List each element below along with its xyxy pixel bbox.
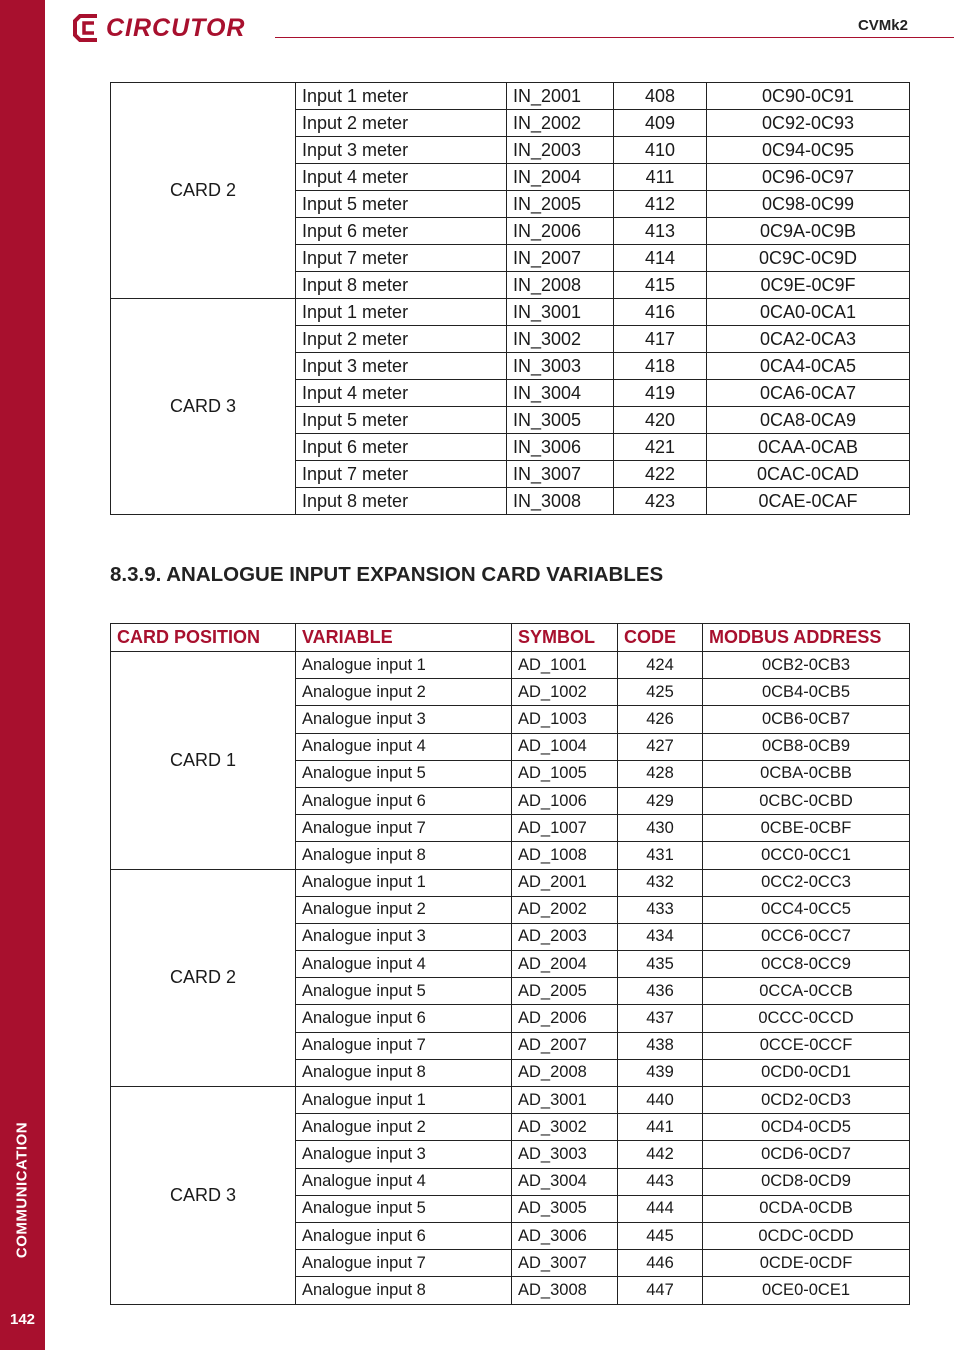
symbol-cell: IN_2006 bbox=[507, 218, 614, 245]
analogue-input-table bbox=[110, 623, 910, 1305]
variable-cell: Input 4 meter bbox=[296, 164, 507, 191]
modbus-address-cell: 0CC8-0CC9 bbox=[703, 951, 910, 978]
symbol-cell: IN_2002 bbox=[507, 110, 614, 137]
variable-cell: Input 7 meter bbox=[296, 245, 507, 272]
circutor-logo bbox=[72, 12, 245, 44]
symbol-cell: IN_3004 bbox=[507, 380, 614, 407]
modbus-address-cell: 0C98-0C99 bbox=[707, 191, 910, 218]
code-cell: 431 bbox=[618, 842, 703, 869]
modbus-address-cell: 0C92-0C93 bbox=[707, 110, 910, 137]
header-card-position: CARD POSITION bbox=[111, 624, 296, 652]
modbus-address-cell: 0CB6-0CB7 bbox=[703, 706, 910, 733]
code-cell: 414 bbox=[614, 245, 707, 272]
sidebar bbox=[0, 0, 45, 1350]
header-rule bbox=[275, 37, 954, 38]
card-position-cell: CARD 3 bbox=[111, 299, 296, 515]
modbus-address-cell: 0C94-0C95 bbox=[707, 137, 910, 164]
variable-cell: Analogue input 5 bbox=[296, 760, 512, 787]
modbus-address-cell: 0CAC-0CAD bbox=[707, 461, 910, 488]
code-cell: 410 bbox=[614, 137, 707, 164]
modbus-address-cell: 0CC2-0CC3 bbox=[703, 869, 910, 896]
symbol-cell: IN_3002 bbox=[507, 326, 614, 353]
section-title: 8.3.9. ANALOGUE INPUT EXPANSION CARD VARIABLES bbox=[110, 563, 664, 586]
code-cell: 430 bbox=[618, 815, 703, 842]
symbol-cell: AD_2002 bbox=[512, 896, 618, 923]
variable-cell: Input 1 meter bbox=[296, 83, 507, 110]
code-cell: 429 bbox=[618, 787, 703, 814]
variable-cell: Analogue input 2 bbox=[296, 1114, 512, 1141]
header-symbol: SYMBOL bbox=[512, 624, 618, 652]
modbus-address-cell: 0CBC-0CBD bbox=[703, 787, 910, 814]
card-position-cell: CARD 1 bbox=[111, 652, 296, 870]
code-cell: 444 bbox=[618, 1195, 703, 1222]
code-cell: 409 bbox=[614, 110, 707, 137]
symbol-cell: IN_3007 bbox=[507, 461, 614, 488]
modbus-address-cell: 0CDA-0CDB bbox=[703, 1195, 910, 1222]
code-cell: 422 bbox=[614, 461, 707, 488]
code-cell: 447 bbox=[618, 1277, 703, 1304]
modbus-address-cell: 0CD8-0CD9 bbox=[703, 1168, 910, 1195]
variable-cell: Input 6 meter bbox=[296, 218, 507, 245]
code-cell: 435 bbox=[618, 951, 703, 978]
symbol-cell: AD_1008 bbox=[512, 842, 618, 869]
modbus-address-cell: 0CBA-0CBB bbox=[703, 760, 910, 787]
code-cell: 423 bbox=[614, 488, 707, 515]
table-row bbox=[111, 652, 910, 679]
symbol-cell: AD_3001 bbox=[512, 1087, 618, 1114]
modbus-address-cell: 0CBE-0CBF bbox=[703, 815, 910, 842]
modbus-address-cell: 0C9E-0C9F bbox=[707, 272, 910, 299]
table-header-row bbox=[111, 624, 910, 652]
variable-cell: Analogue input 3 bbox=[296, 923, 512, 950]
variable-cell: Analogue input 7 bbox=[296, 1250, 512, 1277]
code-cell: 441 bbox=[618, 1114, 703, 1141]
symbol-cell: IN_3008 bbox=[507, 488, 614, 515]
code-cell: 420 bbox=[614, 407, 707, 434]
variable-cell: Input 8 meter bbox=[296, 272, 507, 299]
code-cell: 421 bbox=[614, 434, 707, 461]
card-position-cell: CARD 2 bbox=[111, 83, 296, 299]
table-row bbox=[111, 869, 910, 896]
code-cell: 424 bbox=[618, 652, 703, 679]
modbus-address-cell: 0CC4-0CC5 bbox=[703, 896, 910, 923]
variable-cell: Analogue input 2 bbox=[296, 896, 512, 923]
header-variable: VARIABLE bbox=[296, 624, 512, 652]
code-cell: 439 bbox=[618, 1059, 703, 1086]
modbus-address-cell: 0C9A-0C9B bbox=[707, 218, 910, 245]
symbol-cell: IN_3006 bbox=[507, 434, 614, 461]
variable-cell: Analogue input 3 bbox=[296, 1141, 512, 1168]
modbus-address-cell: 0CD6-0CD7 bbox=[703, 1141, 910, 1168]
variable-cell: Analogue input 4 bbox=[296, 951, 512, 978]
variable-cell: Analogue input 3 bbox=[296, 706, 512, 733]
code-cell: 418 bbox=[614, 353, 707, 380]
code-cell: 408 bbox=[614, 83, 707, 110]
modbus-address-cell: 0CCC-0CCD bbox=[703, 1005, 910, 1032]
table-row bbox=[111, 299, 910, 326]
modbus-address-cell: 0C90-0C91 bbox=[707, 83, 910, 110]
code-cell: 425 bbox=[618, 679, 703, 706]
modbus-address-cell: 0CA0-0CA1 bbox=[707, 299, 910, 326]
modbus-address-cell: 0CA4-0CA5 bbox=[707, 353, 910, 380]
variable-cell: Input 2 meter bbox=[296, 326, 507, 353]
modbus-address-cell: 0CB8-0CB9 bbox=[703, 733, 910, 760]
section-label: COMMUNICATION bbox=[13, 1121, 31, 1259]
code-cell: 443 bbox=[618, 1168, 703, 1195]
table-row bbox=[111, 83, 910, 110]
code-cell: 416 bbox=[614, 299, 707, 326]
modbus-address-cell: 0CDC-0CDD bbox=[703, 1222, 910, 1249]
variable-cell: Analogue input 5 bbox=[296, 1195, 512, 1222]
modbus-address-cell: 0CA2-0CA3 bbox=[707, 326, 910, 353]
symbol-cell: AD_2008 bbox=[512, 1059, 618, 1086]
symbol-cell: AD_2007 bbox=[512, 1032, 618, 1059]
variable-cell: Analogue input 1 bbox=[296, 869, 512, 896]
symbol-cell: AD_3005 bbox=[512, 1195, 618, 1222]
symbol-cell: AD_2001 bbox=[512, 869, 618, 896]
variable-cell: Analogue input 6 bbox=[296, 1005, 512, 1032]
modbus-address-cell: 0CAE-0CAF bbox=[707, 488, 910, 515]
modbus-address-cell: 0CDE-0CDF bbox=[703, 1250, 910, 1277]
modbus-address-cell: 0CA6-0CA7 bbox=[707, 380, 910, 407]
variable-cell: Analogue input 1 bbox=[296, 1087, 512, 1114]
code-cell: 437 bbox=[618, 1005, 703, 1032]
code-cell: 434 bbox=[618, 923, 703, 950]
variable-cell: Analogue input 8 bbox=[296, 1277, 512, 1304]
modbus-address-cell: 0CD4-0CD5 bbox=[703, 1114, 910, 1141]
logo-text: CIRCUTOR bbox=[106, 13, 246, 42]
variable-cell: Input 3 meter bbox=[296, 353, 507, 380]
variable-cell: Input 8 meter bbox=[296, 488, 507, 515]
table-row bbox=[111, 1087, 910, 1114]
symbol-cell: AD_3004 bbox=[512, 1168, 618, 1195]
symbol-cell: IN_2005 bbox=[507, 191, 614, 218]
modbus-address-cell: 0CD2-0CD3 bbox=[703, 1087, 910, 1114]
modbus-address-cell: 0CAA-0CAB bbox=[707, 434, 910, 461]
symbol-cell: AD_1003 bbox=[512, 706, 618, 733]
variable-cell: Input 6 meter bbox=[296, 434, 507, 461]
card-position-cell: CARD 3 bbox=[111, 1087, 296, 1305]
variable-cell: Analogue input 2 bbox=[296, 679, 512, 706]
symbol-cell: IN_3001 bbox=[507, 299, 614, 326]
variable-cell: Input 5 meter bbox=[296, 191, 507, 218]
modbus-address-cell: 0C9C-0C9D bbox=[707, 245, 910, 272]
variable-cell: Input 3 meter bbox=[296, 137, 507, 164]
code-cell: 427 bbox=[618, 733, 703, 760]
variable-cell: Analogue input 6 bbox=[296, 1222, 512, 1249]
variable-cell: Input 5 meter bbox=[296, 407, 507, 434]
symbol-cell: AD_1004 bbox=[512, 733, 618, 760]
variable-cell: Input 4 meter bbox=[296, 380, 507, 407]
variable-cell: Analogue input 8 bbox=[296, 1059, 512, 1086]
symbol-cell: IN_3003 bbox=[507, 353, 614, 380]
symbol-cell: AD_3008 bbox=[512, 1277, 618, 1304]
symbol-cell: AD_1002 bbox=[512, 679, 618, 706]
variable-cell: Analogue input 6 bbox=[296, 787, 512, 814]
symbol-cell: AD_2006 bbox=[512, 1005, 618, 1032]
modbus-address-cell: 0CCA-0CCB bbox=[703, 978, 910, 1005]
code-cell: 419 bbox=[614, 380, 707, 407]
symbol-cell: AD_2003 bbox=[512, 923, 618, 950]
code-cell: 446 bbox=[618, 1250, 703, 1277]
symbol-cell: IN_2004 bbox=[507, 164, 614, 191]
code-cell: 415 bbox=[614, 272, 707, 299]
symbol-cell: AD_1006 bbox=[512, 787, 618, 814]
code-cell: 417 bbox=[614, 326, 707, 353]
modbus-address-cell: 0CD0-0CD1 bbox=[703, 1059, 910, 1086]
variable-cell: Analogue input 5 bbox=[296, 978, 512, 1005]
modbus-address-cell: 0CC0-0CC1 bbox=[703, 842, 910, 869]
code-cell: 438 bbox=[618, 1032, 703, 1059]
symbol-cell: AD_3007 bbox=[512, 1250, 618, 1277]
symbol-cell: IN_2003 bbox=[507, 137, 614, 164]
code-cell: 436 bbox=[618, 978, 703, 1005]
code-cell: 440 bbox=[618, 1087, 703, 1114]
modbus-address-cell: 0CB2-0CB3 bbox=[703, 652, 910, 679]
variable-cell: Input 2 meter bbox=[296, 110, 507, 137]
modbus-address-cell: 0CC6-0CC7 bbox=[703, 923, 910, 950]
modbus-address-cell: 0CA8-0CA9 bbox=[707, 407, 910, 434]
variable-cell: Analogue input 1 bbox=[296, 652, 512, 679]
variable-cell: Analogue input 7 bbox=[296, 1032, 512, 1059]
code-cell: 412 bbox=[614, 191, 707, 218]
symbol-cell: AD_2004 bbox=[512, 951, 618, 978]
symbol-cell: AD_2005 bbox=[512, 978, 618, 1005]
header-code: CODE bbox=[618, 624, 703, 652]
page-number: 142 bbox=[9, 1311, 36, 1328]
symbol-cell: IN_2007 bbox=[507, 245, 614, 272]
variable-cell: Analogue input 8 bbox=[296, 842, 512, 869]
code-cell: 426 bbox=[618, 706, 703, 733]
symbol-cell: AD_1001 bbox=[512, 652, 618, 679]
card-position-cell: CARD 2 bbox=[111, 869, 296, 1087]
modbus-address-cell: 0C96-0C97 bbox=[707, 164, 910, 191]
symbol-cell: AD_3003 bbox=[512, 1141, 618, 1168]
symbol-cell: IN_3005 bbox=[507, 407, 614, 434]
symbol-cell: IN_2001 bbox=[507, 83, 614, 110]
code-cell: 442 bbox=[618, 1141, 703, 1168]
modbus-address-cell: 0CCE-0CCF bbox=[703, 1032, 910, 1059]
variable-cell: Analogue input 7 bbox=[296, 815, 512, 842]
code-cell: 411 bbox=[614, 164, 707, 191]
meter-input-table bbox=[110, 82, 910, 515]
modbus-address-cell: 0CB4-0CB5 bbox=[703, 679, 910, 706]
variable-cell: Input 1 meter bbox=[296, 299, 507, 326]
code-cell: 445 bbox=[618, 1222, 703, 1249]
variable-cell: Analogue input 4 bbox=[296, 1168, 512, 1195]
code-cell: 432 bbox=[618, 869, 703, 896]
code-cell: 433 bbox=[618, 896, 703, 923]
symbol-cell: AD_3006 bbox=[512, 1222, 618, 1249]
code-cell: 413 bbox=[614, 218, 707, 245]
symbol-cell: AD_3002 bbox=[512, 1114, 618, 1141]
symbol-cell: IN_2008 bbox=[507, 272, 614, 299]
variable-cell: Analogue input 4 bbox=[296, 733, 512, 760]
modbus-address-cell: 0CE0-0CE1 bbox=[703, 1277, 910, 1304]
variable-cell: Input 7 meter bbox=[296, 461, 507, 488]
symbol-cell: AD_1005 bbox=[512, 760, 618, 787]
model-name: CVMk2 bbox=[857, 17, 908, 34]
header-modbus-address: MODBUS ADDRESS bbox=[703, 624, 910, 652]
code-cell: 428 bbox=[618, 760, 703, 787]
circutor-logo-icon bbox=[72, 12, 102, 44]
symbol-cell: AD_1007 bbox=[512, 815, 618, 842]
